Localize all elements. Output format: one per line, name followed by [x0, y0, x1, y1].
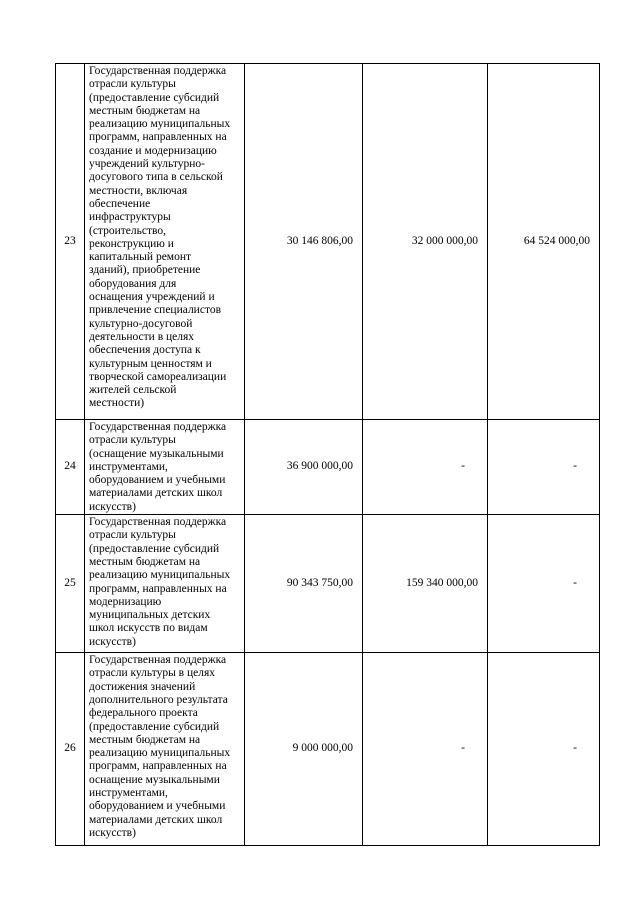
amount-cell: 90 343 750,00 — [245, 515, 363, 653]
amount-cell: - — [488, 515, 600, 653]
amount-cell: 36 900 000,00 — [245, 420, 363, 515]
amount-cell: - — [488, 420, 600, 515]
amount-cell: 9 000 000,00 — [245, 653, 363, 846]
amount-cell: - — [488, 653, 600, 846]
amount-cell: 30 146 806,00 — [245, 64, 363, 420]
table-row — [56, 64, 600, 420]
row-number: 25 — [56, 515, 85, 653]
amount-cell: 159 340 000,00 — [363, 515, 488, 653]
table-row — [56, 653, 600, 846]
row-number: 26 — [56, 653, 85, 846]
amount-cell: 64 524 000,00 — [488, 64, 600, 420]
row-name: Государственная поддержка отрасли культуры (предоставление субсидий местным бюджетам на реализацию муниципальных программ, направленных на модернизацию муниципальных детских школ искусств по видам искусств) — [85, 515, 245, 653]
budget-table — [55, 63, 600, 846]
row-name: Государственная поддержка отрасли культуры (оснащение музыкальными инструментами, оборудованием и учебными материалами детских школ искусств) — [85, 420, 245, 515]
row-number: 23 — [56, 64, 85, 420]
amount-cell: - — [363, 420, 488, 515]
row-number: 24 — [56, 420, 85, 515]
amount-cell: - — [363, 653, 488, 846]
row-name: Государственная поддержка отрасли культуры (предоставление субсидий местным бюджетам на реализацию муниципальных программ, направленных на создание и модернизацию учреждений культурно- досугового типа в сельской местности, включая обеспечение инфраструктуры (строительство, реконструкцию и капитальный ремонт зданий), приобретение оборудования для оснащения учреждений и привлечение специалистов культурно-досуговой деятельности в целях обеспечения доступа к культурным ценностям и творческой самореализации жителей сельской местности) — [85, 64, 245, 420]
table-row — [56, 420, 600, 515]
amount-cell: 32 000 000,00 — [363, 64, 488, 420]
table-row — [56, 515, 600, 653]
row-name: Государственная поддержка отрасли культуры в целях достижения значений дополнительного результата федерального проекта (предоставление субсидий местным бюджетам на реализацию муниципальных программ, направленных на оснащение музыкальными инструментами, оборудованием и учебными материалами детских школ искусств) — [85, 653, 245, 846]
